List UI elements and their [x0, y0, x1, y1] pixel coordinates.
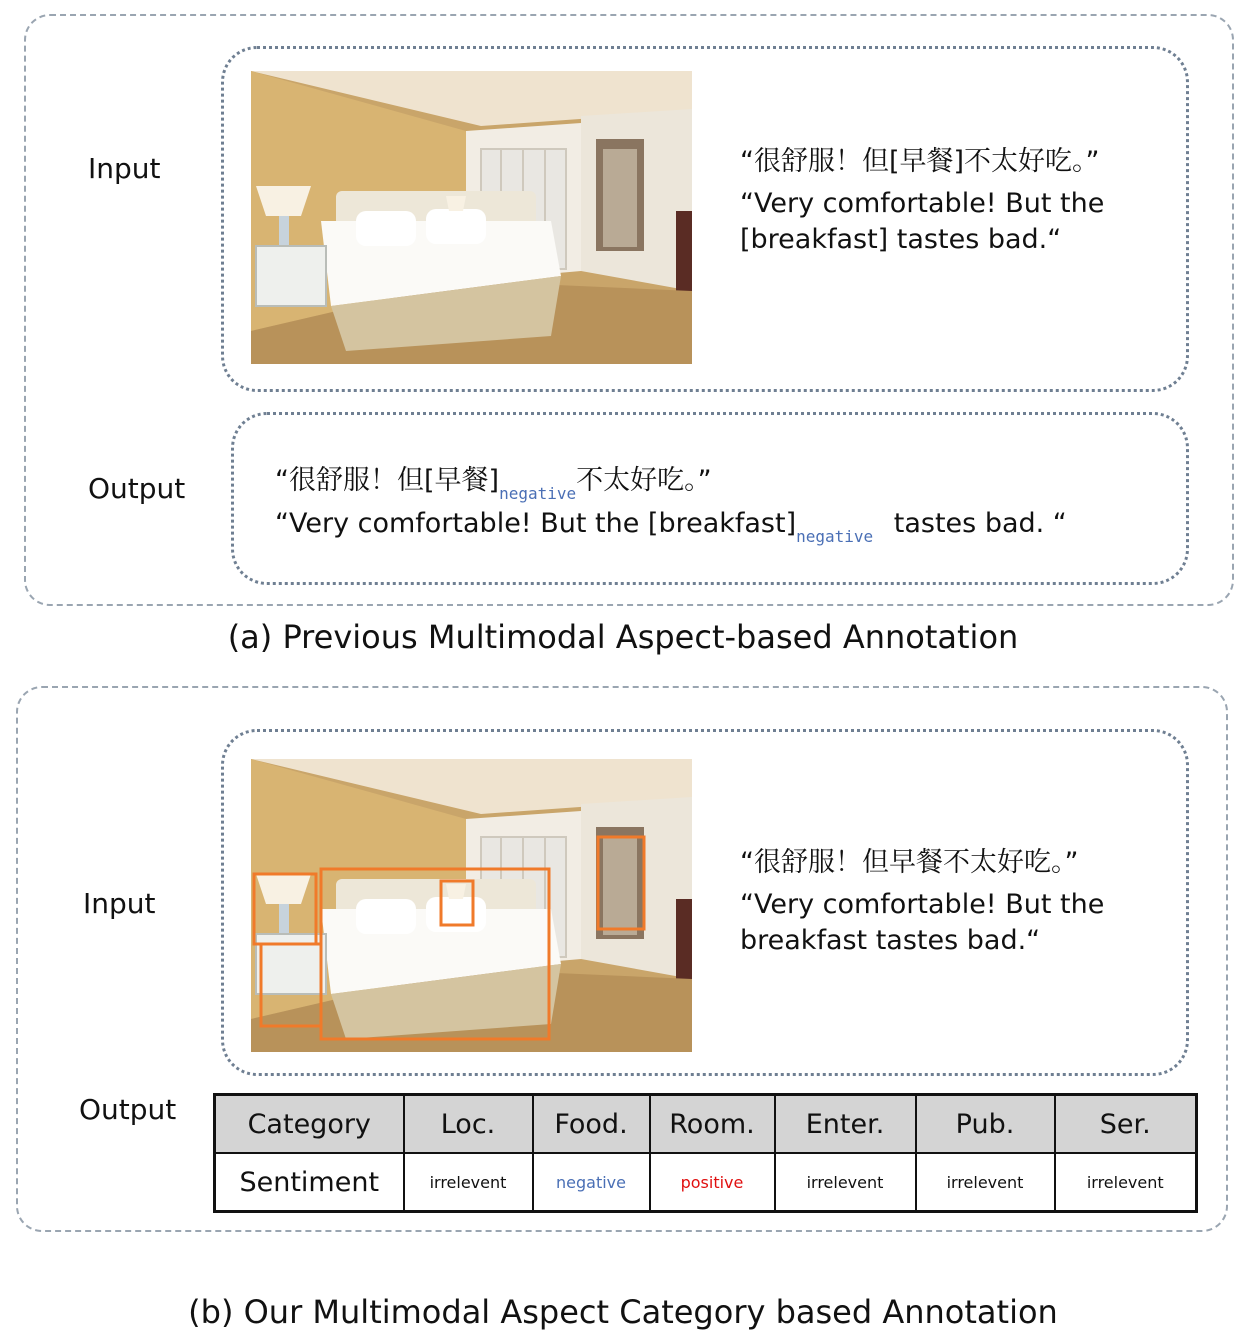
panel-b-input-zh: “很舒服！但早餐不太好吃。” [740, 847, 1079, 878]
hotel-room-photo-b [251, 759, 692, 1052]
sentiment-ser: irrelevent [1055, 1153, 1197, 1212]
caption-a: (a) Previous Multimodal Aspect-based Annotation [227, 618, 1019, 656]
panel-a-output-en [275, 508, 1067, 546]
header-ser: Ser. [1055, 1095, 1197, 1154]
header-food: Food. [533, 1095, 650, 1154]
header-room: Room. [650, 1095, 775, 1154]
panel-a-output-label: Output [88, 472, 186, 505]
header-category: Category [215, 1095, 404, 1154]
panel-b-input-text [740, 845, 1104, 959]
sentiment-enter: irrelevent [775, 1153, 916, 1212]
sentiment-pub: irrelevent [916, 1153, 1055, 1212]
sentiment-food: negative [533, 1153, 650, 1212]
output-en-after: tastes bad. “ [885, 508, 1067, 539]
aspect-category-table [213, 1093, 1198, 1213]
table-sentiment-row [215, 1153, 1197, 1212]
output-en-sentiment-tag: negative [796, 527, 874, 546]
sentiment-loc: irrelevent [404, 1153, 533, 1212]
panel-a-input-en-2: [breakfast] tastes bad.“ [740, 224, 1062, 255]
panel-b-input-en-2: breakfast tastes bad.“ [740, 925, 1041, 956]
panel-b-output-label: Output [79, 1093, 177, 1126]
panel-a-input-text [740, 144, 1104, 258]
header-loc: Loc. [404, 1095, 533, 1154]
output-zh-after: 不太好吃。” [576, 465, 712, 496]
header-pub: Pub. [916, 1095, 1055, 1154]
table-header-row [215, 1095, 1197, 1154]
hotel-room-photo-a [251, 71, 692, 364]
output-zh-before: “很舒服！但[早餐] [275, 465, 500, 496]
row-label-sentiment: Sentiment [215, 1153, 404, 1212]
caption-b: (b) Our Multimodal Aspect Category based Annotation [188, 1293, 1058, 1331]
panel-a-input-zh: “很舒服！但[早餐]不太好吃。” [740, 146, 1100, 177]
panel-b-input-label: Input [83, 887, 156, 920]
output-en-before: “Very comfortable! But the [breakfast] [275, 508, 797, 539]
header-enter: Enter. [775, 1095, 916, 1154]
sentiment-room: positive [650, 1153, 775, 1212]
panel-a-input-en-1: “Very comfortable! But the [740, 188, 1105, 219]
panel-a-input-label: Input [88, 152, 161, 185]
panel-a-output-zh [275, 458, 712, 503]
panel-b-input-en-1: “Very comfortable! But the [740, 889, 1105, 920]
output-zh-sentiment-tag: negative [499, 484, 577, 503]
